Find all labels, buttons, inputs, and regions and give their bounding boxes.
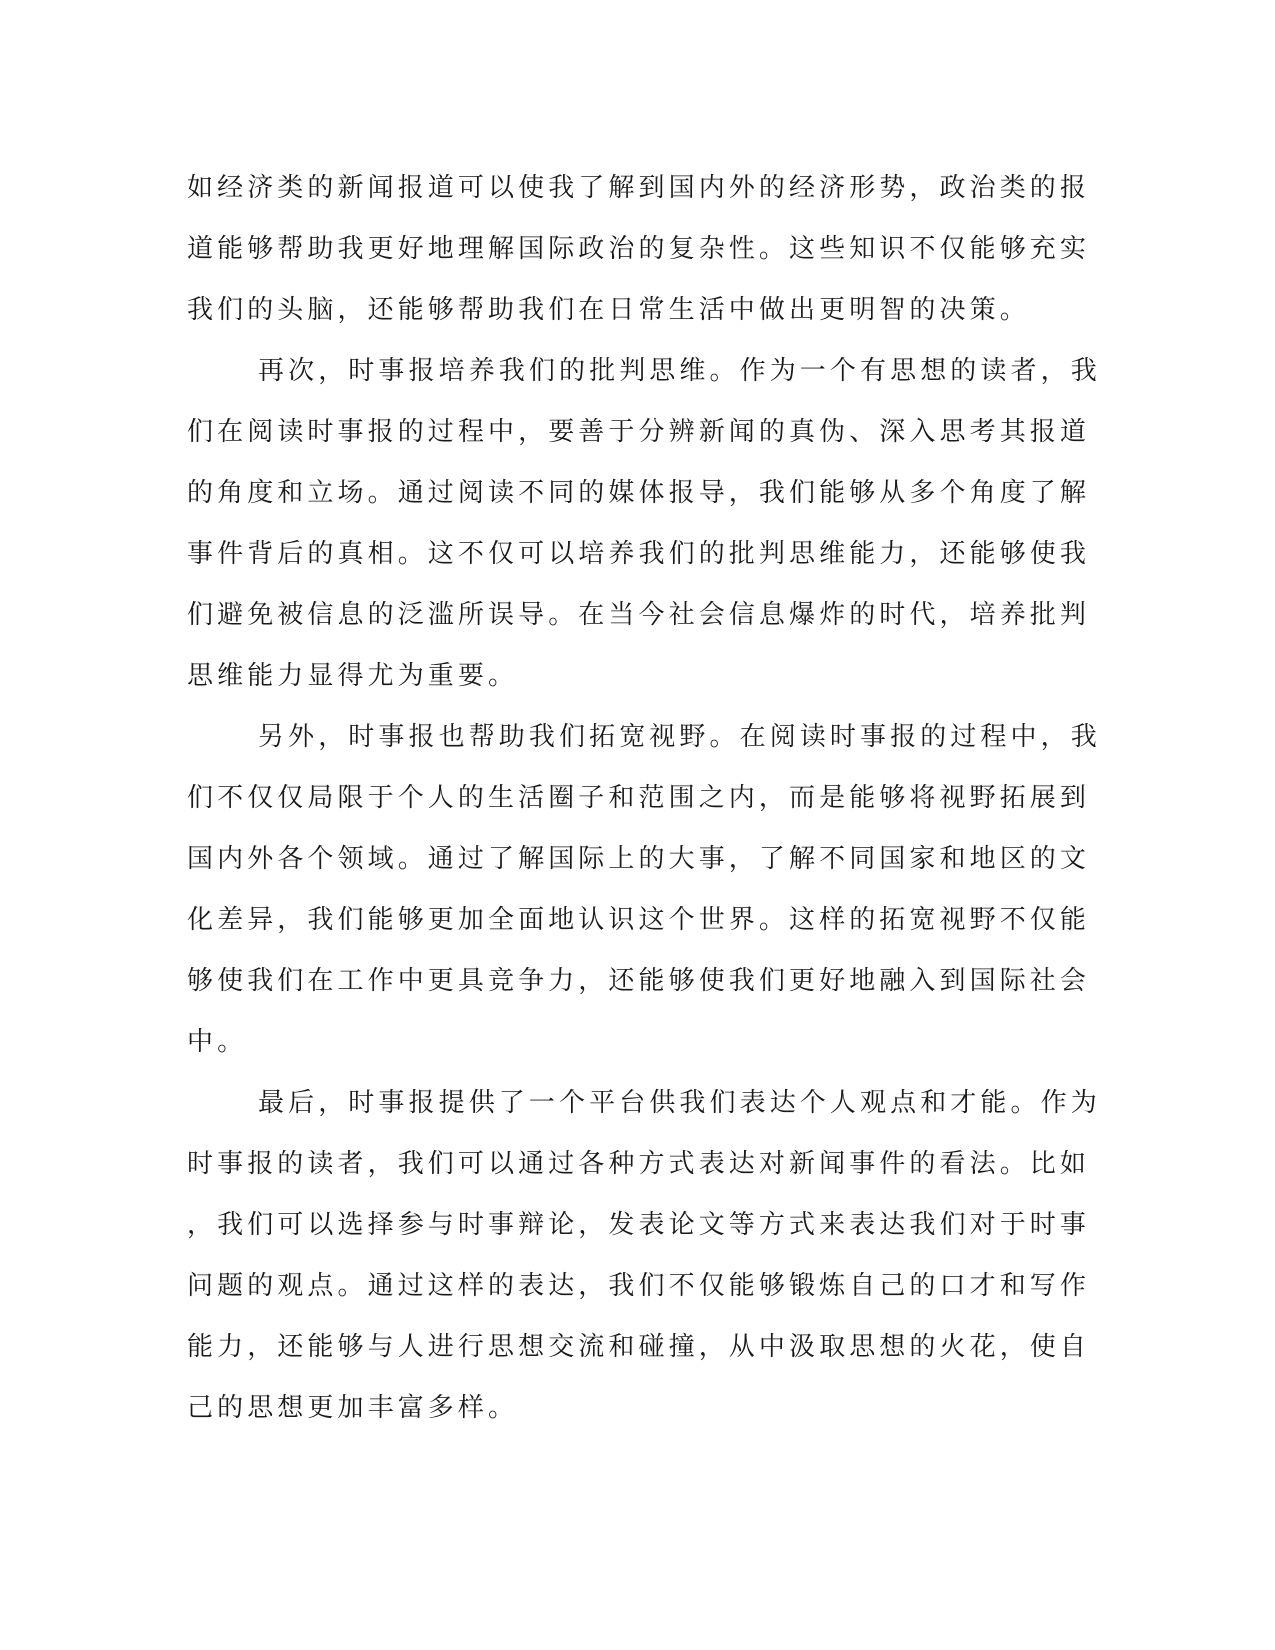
text-line: 思维能力显得尤为重要。	[187, 661, 519, 691]
text-line: 时事报的读者，我们可以通过各种方式表达对新闻事件的看法。比如	[187, 1149, 1091, 1179]
text-line: 够使我们在工作中更具竞争力，还能够使我们更好地融入到国际社会	[187, 966, 1091, 996]
text-line: 能力，还能够与人进行思想交流和碰撞，从中汲取思想的火花，使自	[187, 1332, 1091, 1362]
text-line: 的角度和立场。通过阅读不同的媒体报导，我们能够从多个角度了解	[187, 478, 1091, 508]
paragraph-first-line: 最后，时事报提供了一个平台供我们表达个人观点和才能。作为	[258, 1088, 1101, 1118]
text-line: 们不仅仅局限于个人的生活圈子和范围之内，而是能够将视野拓展到	[187, 783, 1091, 813]
text-line: 我们的头脑，还能够帮助我们在日常生活中做出更明智的决策。	[187, 295, 1030, 325]
text-line: 中。	[187, 1027, 248, 1057]
paragraph-first-line: 再次，时事报培养我们的批判思维。作为一个有思想的读者，我	[258, 356, 1101, 386]
text-line: 事件背后的真相。这不仅可以培养我们的批判思维能力，还能够使我	[187, 539, 1091, 569]
text-line: 们在阅读时事报的过程中，要善于分辨新闻的真伪、深入思考其报道	[187, 417, 1091, 447]
text-line: 如经济类的新闻报道可以使我了解到国内外的经济形势，政治类的报	[187, 173, 1091, 203]
document-body	[187, 158, 1101, 1439]
text-line: 们避免被信息的泛滥所误导。在当今社会信息爆炸的时代，培养批判	[187, 600, 1091, 630]
text-line: 国内外各个领域。通过了解国际上的大事，了解不同国家和地区的文	[187, 844, 1091, 874]
text-line: 道能够帮助我更好地理解国际政治的复杂性。这些知识不仅能够充实	[187, 234, 1091, 264]
text-line: 化差异，我们能够更加全面地认识这个世界。这样的拓宽视野不仅能	[187, 905, 1091, 935]
text-line: 己的思想更加丰富多样。	[187, 1393, 519, 1423]
text-line: 问题的观点。通过这样的表达，我们不仅能够锻炼自己的口才和写作	[187, 1271, 1091, 1301]
paragraph-first-line: 另外，时事报也帮助我们拓宽视野。在阅读时事报的过程中，我	[258, 722, 1101, 752]
text-line: ，我们可以选择参与时事辩论，发表论文等方式来表达我们对于时事	[187, 1210, 1091, 1240]
